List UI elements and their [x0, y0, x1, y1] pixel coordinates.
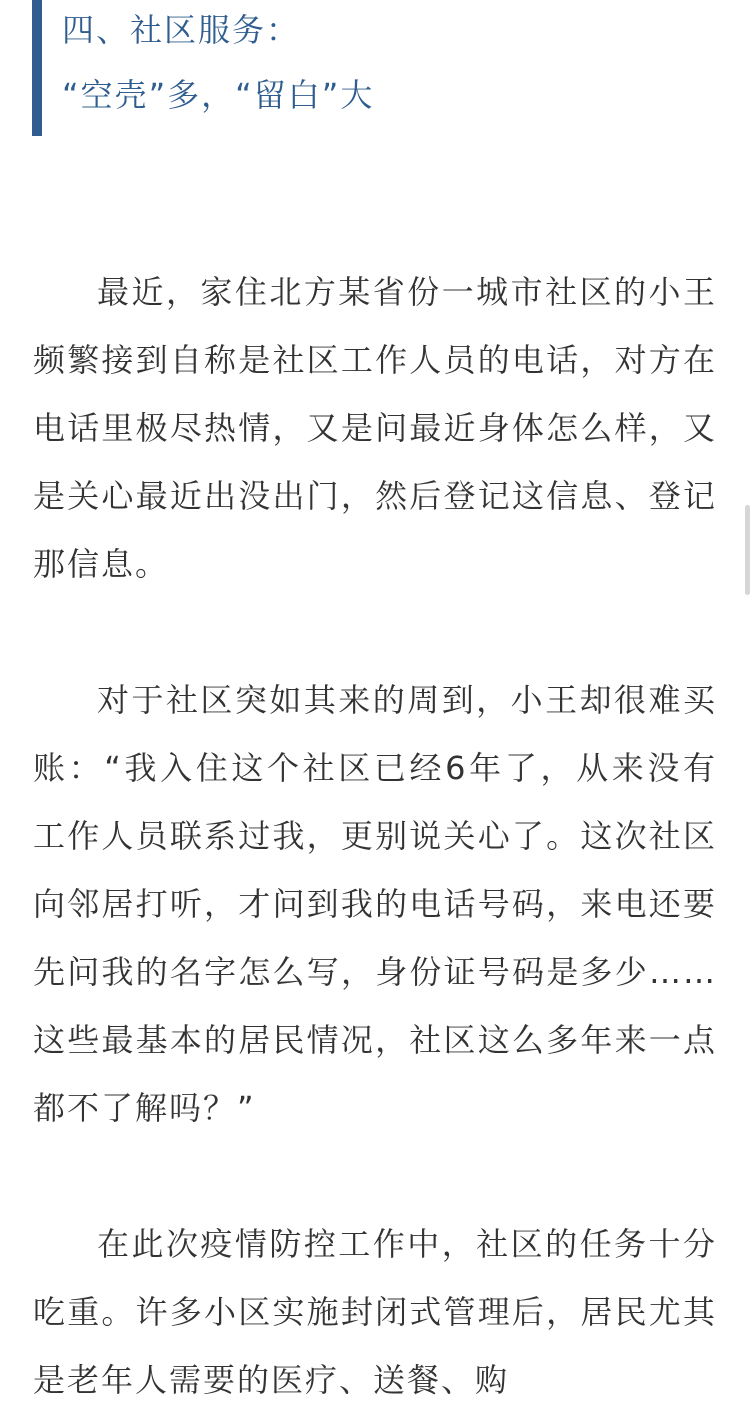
- paragraph-1: 最近，家住北方某省份一城市社区的小王频繁接到自称是社区工作人员的电话，对方在电话里极尽热情，又是问最近身体怎么样，又是关心最近出没出门，然后登记这信息、登记那信息。: [33, 273, 717, 583]
- section-header: [32, 0, 732, 136]
- section-heading-line-2: “空壳”多，“留白”大: [62, 76, 375, 114]
- article-body: [33, 258, 717, 1414]
- scrollbar-thumb[interactable]: [745, 505, 750, 595]
- paragraph-3: 在此次疫情防控工作中，社区的任务十分吃重。许多小区实施封闭式管理后，居民尤其是老年人需要的医疗、送餐、购: [33, 1225, 717, 1399]
- section-heading-line-1: 四、社区服务：: [62, 11, 301, 49]
- paragraph-2: 对于社区突如其来的周到，小王却很难买账：“我入住这个社区已经6年了，从来没有工作人员联系过我，更别说关心了。这次社区向邻居打听，才问到我的电话号码，来电还要先问我的名字怎么写，身份证号码是多少……这些最基本的居民情况，社区这么多年来一点都不了解吗？”: [33, 681, 717, 1127]
- accent-bar: [32, 0, 42, 136]
